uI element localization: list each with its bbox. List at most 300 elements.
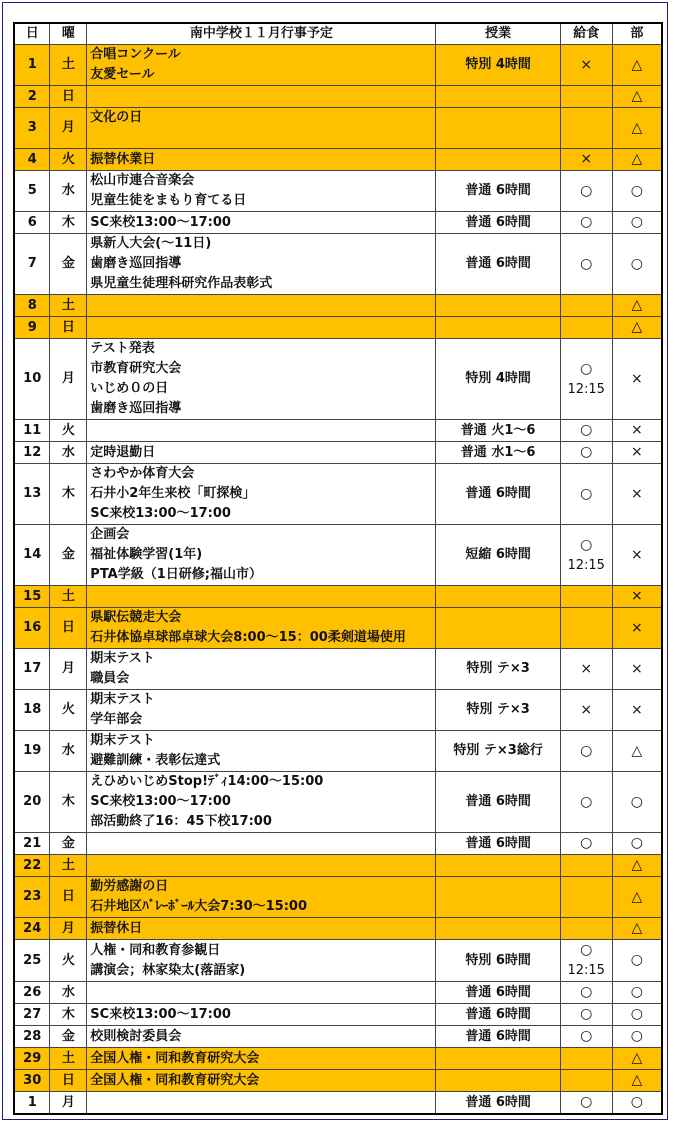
weekday-cell: 月: [50, 1092, 87, 1115]
table-row: [14, 918, 662, 940]
event-line-empty: [90, 834, 432, 854]
club-cell: [612, 731, 662, 772]
club-cell: [612, 295, 662, 317]
weekday-cell: 水: [50, 442, 87, 464]
lunch-mark: ○: [580, 360, 593, 377]
events-cell: [87, 1004, 436, 1026]
weekday-cell: 火: [50, 420, 87, 442]
lunch-cell: [560, 464, 612, 525]
lunch-cell: [560, 212, 612, 234]
events-cell: [87, 982, 436, 1004]
table-row: [14, 1004, 662, 1026]
club-mark: △: [631, 742, 643, 759]
lunch-mark: ○: [580, 214, 593, 230]
lunch-cell: [560, 833, 612, 855]
events-cell: [87, 731, 436, 772]
event-line: テスト発表: [90, 341, 155, 356]
club-cell: [612, 464, 662, 525]
club-mark: ○: [630, 255, 643, 272]
club-mark: ×: [630, 660, 643, 677]
event-line: 企画会: [90, 527, 130, 542]
event-line: 松山市連合音楽会: [90, 173, 195, 188]
day-cell: 11: [14, 420, 50, 442]
events-cell: [87, 1070, 436, 1092]
classes-cell: [436, 855, 560, 877]
classes-cell: 普通 6時間: [436, 772, 560, 833]
club-cell: [612, 420, 662, 442]
table-row: [14, 1092, 662, 1115]
lunch-mark: ○: [580, 835, 593, 851]
club-mark: ○: [630, 835, 643, 851]
lunch-cell: [560, 608, 612, 649]
lunch-mark: ×: [580, 701, 593, 718]
club-cell: [612, 1048, 662, 1070]
lunch-cell: [560, 525, 612, 586]
event-line: 県駅伝競走大会: [90, 610, 182, 625]
club-mark: △: [631, 1072, 643, 1088]
club-cell: [612, 339, 662, 420]
classes-cell: 普通 6時間: [436, 833, 560, 855]
day-cell: 6: [14, 212, 50, 234]
event-line: PTA学級（1日研修;福山市）: [90, 567, 262, 582]
header-lunch: 給食: [560, 23, 612, 45]
event-line: [90, 128, 432, 148]
events-cell: [87, 171, 436, 212]
event-line: 勤労感謝の日: [90, 879, 169, 894]
table-row: [14, 317, 662, 339]
classes-cell: 普通 6時間: [436, 1092, 560, 1115]
weekday-cell: 火: [50, 690, 87, 731]
club-cell: [612, 855, 662, 877]
event-line: いじめ０の日: [90, 381, 169, 396]
event-line: SC来校13:00～17:00: [90, 506, 231, 521]
lunch-cell: [560, 1004, 612, 1026]
day-cell: 2: [14, 86, 50, 108]
club-mark: △: [631, 151, 643, 167]
event-line: 歯磨き巡回指導: [90, 401, 182, 416]
club-mark: △: [631, 1050, 643, 1066]
event-line: 文化の日: [90, 110, 143, 125]
event-line: 期末テスト: [90, 733, 155, 748]
lunch-cell: [560, 877, 612, 918]
day-cell: 23: [14, 877, 50, 918]
club-cell: [612, 149, 662, 171]
day-cell: 15: [14, 586, 50, 608]
classes-cell: [436, 317, 560, 339]
weekday-cell: 木: [50, 1004, 87, 1026]
lunch-cell: [560, 108, 612, 149]
club-mark: ×: [630, 588, 643, 604]
club-mark: ○: [630, 793, 643, 810]
day-cell: 29: [14, 1048, 50, 1070]
classes-cell: 普通 6時間: [436, 1004, 560, 1026]
day-cell: 18: [14, 690, 50, 731]
day-cell: 12: [14, 442, 50, 464]
club-mark: ○: [630, 952, 643, 968]
weekday-cell: 土: [50, 45, 87, 86]
header-club: 部: [612, 23, 662, 45]
event-line: 人権・同和教育参観日: [90, 942, 221, 958]
classes-cell: 普通 6時間: [436, 1026, 560, 1048]
club-cell: [612, 690, 662, 731]
event-line: 石井小2年生来校「町探検」: [90, 486, 256, 501]
day-cell: 14: [14, 525, 50, 586]
events-cell: [87, 1026, 436, 1048]
club-mark: ×: [630, 485, 643, 502]
classes-cell: [436, 1048, 560, 1070]
club-mark: ○: [630, 214, 643, 230]
events-cell: [87, 940, 436, 982]
day-cell: 7: [14, 234, 50, 295]
event-line: 期末テスト: [90, 651, 155, 666]
club-mark: ○: [630, 182, 643, 199]
events-cell: [87, 108, 436, 149]
classes-cell: [436, 86, 560, 108]
weekday-cell: 火: [50, 940, 87, 982]
lunch-cell: [560, 1026, 612, 1048]
day-cell: 8: [14, 295, 50, 317]
event-line: えひめいじめStop!ﾃﾞｨ14:00～15:00: [90, 774, 324, 789]
club-mark: △: [631, 888, 643, 905]
club-mark: ○: [630, 984, 643, 1000]
events-cell: [87, 608, 436, 649]
day-cell: 17: [14, 649, 50, 690]
weekday-cell: 日: [50, 1070, 87, 1092]
table-row: [14, 108, 662, 149]
club-mark: ○: [630, 1094, 643, 1110]
lunch-cell: [560, 1048, 612, 1070]
lunch-time: 12:15: [567, 381, 605, 397]
lunch-mark: ○: [580, 793, 593, 810]
club-mark: △: [631, 297, 643, 313]
classes-cell: 短縮 6時間: [436, 525, 560, 586]
day-cell: 9: [14, 317, 50, 339]
weekday-cell: 金: [50, 234, 87, 295]
table-row: [14, 234, 662, 295]
events-cell: [87, 420, 436, 442]
event-line: SC来校13:00～17:00: [90, 1006, 231, 1022]
club-cell: [612, 234, 662, 295]
lunch-mark: ×: [580, 660, 593, 677]
classes-cell: [436, 586, 560, 608]
day-cell: 19: [14, 731, 50, 772]
event-line: 福祉体験学習(1年): [90, 547, 203, 562]
day-cell: 3: [14, 108, 50, 149]
event-line: 友愛セール: [90, 67, 155, 82]
weekday-cell: 月: [50, 108, 87, 149]
lunch-mark: ○: [580, 444, 593, 460]
club-cell: [612, 317, 662, 339]
table-row: [14, 982, 662, 1004]
event-line: 部活動終了16：45下校17:00: [90, 814, 272, 829]
lunch-cell: [560, 1092, 612, 1115]
club-cell: [612, 171, 662, 212]
events-cell: [87, 586, 436, 608]
lunch-cell: [560, 586, 612, 608]
lunch-mark: ○: [580, 984, 593, 1000]
club-cell: [612, 1070, 662, 1092]
event-line: 講演会；林家染太(落語家): [90, 962, 246, 978]
weekday-cell: 日: [50, 86, 87, 108]
club-cell: [612, 1026, 662, 1048]
table-row: [14, 420, 662, 442]
club-cell: [612, 108, 662, 149]
lunch-time: 12:15: [567, 557, 605, 573]
weekday-cell: 木: [50, 464, 87, 525]
table-row: [14, 86, 662, 108]
day-cell: 24: [14, 918, 50, 940]
events-cell: [87, 649, 436, 690]
table-row: [14, 731, 662, 772]
event-line: 職員会: [90, 671, 130, 686]
weekday-cell: 日: [50, 608, 87, 649]
club-mark: △: [631, 88, 643, 104]
classes-cell: 特別 6時間: [436, 940, 560, 982]
lunch-mark: ×: [580, 56, 593, 73]
club-cell: [612, 45, 662, 86]
event-line-empty: [90, 1093, 432, 1113]
events-cell: [87, 772, 436, 833]
day-cell: 4: [14, 149, 50, 171]
lunch-mark: ○: [580, 182, 593, 199]
events-cell: [87, 442, 436, 464]
day-cell: 1: [14, 1092, 50, 1115]
classes-cell: 特別 4時間: [436, 339, 560, 420]
club-mark: △: [631, 857, 643, 873]
lunch-time: 12:15: [567, 963, 605, 978]
lunch-mark: ○: [580, 1028, 593, 1044]
table-row: [14, 1026, 662, 1048]
table-row: [14, 877, 662, 918]
club-cell: [612, 86, 662, 108]
club-mark: ○: [630, 1028, 643, 1044]
table-row: [14, 772, 662, 833]
club-cell: [612, 1004, 662, 1026]
lunch-cell: [560, 86, 612, 108]
event-line: 定時退勤日: [90, 444, 156, 460]
club-mark: ○: [630, 1006, 643, 1022]
weekday-cell: 金: [50, 833, 87, 855]
club-cell: [612, 442, 662, 464]
weekday-cell: 土: [50, 295, 87, 317]
club-cell: [612, 918, 662, 940]
weekday-cell: 火: [50, 149, 87, 171]
event-line: さわやか体育大会: [90, 466, 195, 481]
schedule-table: [13, 22, 663, 1115]
club-cell: [612, 212, 662, 234]
classes-cell: [436, 877, 560, 918]
lunch-mark: ×: [580, 151, 593, 167]
lunch-cell: [560, 940, 612, 982]
club-cell: [612, 586, 662, 608]
weekday-cell: 土: [50, 586, 87, 608]
club-mark: ×: [630, 422, 643, 438]
classes-cell: 普通 6時間: [436, 234, 560, 295]
event-line: 県新人大会(～11日): [90, 236, 212, 251]
weekday-cell: 金: [50, 525, 87, 586]
lunch-cell: [560, 918, 612, 940]
club-mark: ×: [630, 444, 643, 460]
events-cell: [87, 464, 436, 525]
header-title: 南中学校１１月行事予定: [87, 23, 436, 45]
day-cell: 10: [14, 339, 50, 420]
event-line: 全国人権・同和教育研究大会: [90, 1072, 260, 1088]
classes-cell: 特別 テ×3: [436, 649, 560, 690]
club-mark: △: [631, 319, 643, 335]
lunch-mark: ○: [580, 422, 593, 438]
lunch-cell: [560, 1070, 612, 1092]
day-cell: 22: [14, 855, 50, 877]
club-cell: [612, 649, 662, 690]
lunch-cell: [560, 295, 612, 317]
event-line: SC来校13:00～17:00: [90, 214, 231, 230]
lunch-cell: [560, 234, 612, 295]
club-cell: [612, 833, 662, 855]
weekday-cell: 木: [50, 212, 87, 234]
weekday-cell: 木: [50, 772, 87, 833]
classes-cell: 普通 火1～6: [436, 420, 560, 442]
event-line: 歯磨き巡回指導: [90, 256, 182, 271]
lunch-cell: [560, 45, 612, 86]
classes-cell: 普通 水1～6: [436, 442, 560, 464]
table-row: [14, 833, 662, 855]
lunch-cell: [560, 649, 612, 690]
weekday-cell: 月: [50, 339, 87, 420]
event-line: 児童生徒をまもり育てる日: [90, 193, 247, 208]
lunch-mark: ○: [580, 536, 593, 553]
events-cell: [87, 690, 436, 731]
classes-cell: [436, 108, 560, 149]
lunch-mark: ○: [580, 742, 593, 759]
table-row: [14, 339, 662, 420]
header-weekday: 曜: [50, 23, 87, 45]
table-row: [14, 212, 662, 234]
lunch-cell: [560, 149, 612, 171]
lunch-cell: [560, 772, 612, 833]
events-cell: [87, 339, 436, 420]
table-row: [14, 525, 662, 586]
table-row: [14, 171, 662, 212]
event-line-empty: [90, 983, 432, 1003]
classes-cell: 特別 テ×3: [436, 690, 560, 731]
club-mark: ×: [630, 370, 643, 387]
day-cell: 5: [14, 171, 50, 212]
lunch-mark: ○: [580, 942, 593, 958]
weekday-cell: 水: [50, 731, 87, 772]
day-cell: 27: [14, 1004, 50, 1026]
weekday-cell: 日: [50, 317, 87, 339]
classes-cell: 特別 4時間: [436, 45, 560, 86]
lunch-cell: [560, 339, 612, 420]
classes-cell: [436, 149, 560, 171]
weekday-cell: 月: [50, 918, 87, 940]
day-cell: 1: [14, 45, 50, 86]
classes-cell: 普通 6時間: [436, 982, 560, 1004]
weekday-cell: 土: [50, 855, 87, 877]
event-line: 合唱コンクール: [90, 47, 181, 62]
club-mark: ×: [630, 701, 643, 718]
event-line: 校則検討委員会: [90, 1028, 182, 1044]
events-cell: [87, 525, 436, 586]
classes-cell: [436, 295, 560, 317]
event-line: SC来校13:00～17:00: [90, 794, 231, 809]
events-cell: [87, 86, 436, 108]
day-cell: 30: [14, 1070, 50, 1092]
weekday-cell: 月: [50, 649, 87, 690]
club-cell: [612, 772, 662, 833]
weekday-cell: 日: [50, 877, 87, 918]
events-cell: [87, 1048, 436, 1070]
club-cell: [612, 1092, 662, 1115]
day-cell: 28: [14, 1026, 50, 1048]
weekday-cell: 水: [50, 982, 87, 1004]
table-row: [14, 690, 662, 731]
events-cell: [87, 833, 436, 855]
club-cell: [612, 940, 662, 982]
table-row: [14, 855, 662, 877]
day-cell: 26: [14, 982, 50, 1004]
lunch-mark: ○: [580, 255, 593, 272]
lunch-cell: [560, 982, 612, 1004]
lunch-cell: [560, 690, 612, 731]
table-row: [14, 295, 662, 317]
event-line: 市教育研究大会: [90, 361, 182, 376]
event-line: 全国人権・同和教育研究大会: [90, 1050, 260, 1066]
lunch-mark: ○: [580, 1094, 593, 1110]
lunch-mark: ○: [580, 485, 593, 502]
event-line: 振替休業日: [90, 151, 156, 167]
club-cell: [612, 608, 662, 649]
club-cell: [612, 525, 662, 586]
event-line: 学年部会: [90, 712, 143, 727]
classes-cell: [436, 918, 560, 940]
table-row: [14, 1070, 662, 1092]
classes-cell: 普通 6時間: [436, 212, 560, 234]
events-cell: [87, 212, 436, 234]
club-cell: [612, 982, 662, 1004]
event-line-empty: [90, 856, 432, 876]
lunch-cell: [560, 731, 612, 772]
club-mark: △: [631, 119, 643, 136]
events-cell: [87, 295, 436, 317]
lunch-cell: [560, 420, 612, 442]
table-row: [14, 45, 662, 86]
event-line: 県児童生徒理科研究作品表彰式: [90, 276, 273, 291]
table-row: [14, 586, 662, 608]
event-line: 期末テスト: [90, 692, 155, 707]
classes-cell: 普通 6時間: [436, 464, 560, 525]
classes-cell: [436, 1070, 560, 1092]
weekday-cell: 土: [50, 1048, 87, 1070]
event-line-empty: [90, 87, 432, 107]
table-row: [14, 464, 662, 525]
club-mark: ×: [630, 619, 643, 636]
events-cell: [87, 918, 436, 940]
day-cell: 25: [14, 940, 50, 982]
header-row: [14, 23, 662, 45]
day-cell: 20: [14, 772, 50, 833]
event-line: 石井地区ﾊﾞﾚｰﾎﾞｰﾙ大会7:30～15:00: [90, 899, 308, 914]
header-classes: 授業: [436, 23, 560, 45]
table-row: [14, 608, 662, 649]
table-row: [14, 1048, 662, 1070]
table-row: [14, 149, 662, 171]
lunch-mark: ○: [580, 1006, 593, 1022]
club-mark: △: [631, 56, 643, 73]
header-day: 日: [14, 23, 50, 45]
lunch-cell: [560, 442, 612, 464]
day-cell: 16: [14, 608, 50, 649]
